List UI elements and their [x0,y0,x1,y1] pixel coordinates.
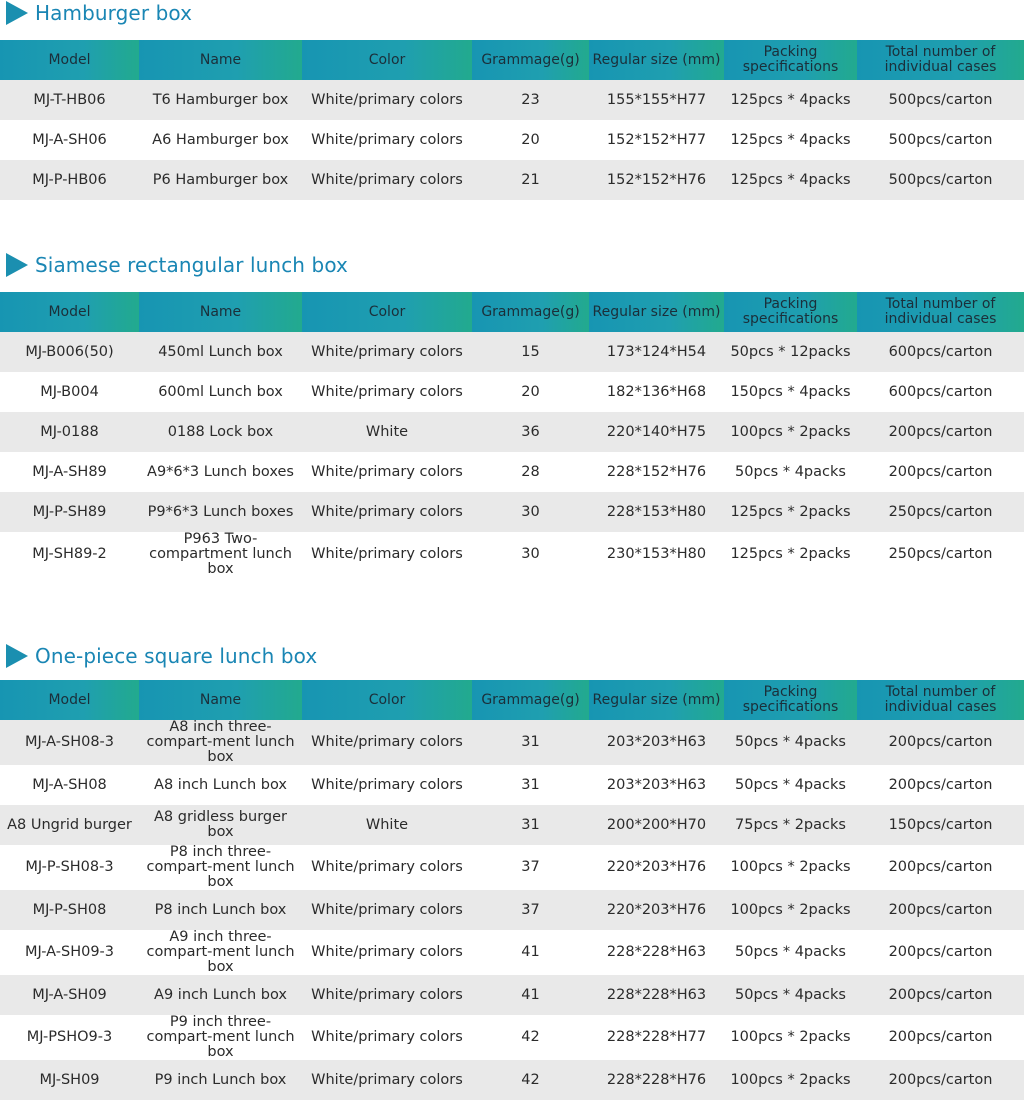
cell-color: White/primary colors [302,930,472,975]
column-header-color: Color [302,292,472,332]
cell-packing-spec: 50pcs * 4packs [724,452,857,492]
section-title [6,253,348,277]
column-header-regular-size: Regular size (mm) [589,292,724,332]
table-row [0,452,1024,492]
cell-total-cases: 500pcs/carton [857,120,1024,160]
cell-total-cases: 250pcs/carton [857,492,1024,532]
cell-regular-size: 155*155*H77 [589,80,724,120]
cell-total-cases: 200pcs/carton [857,845,1024,890]
cell-color: White/primary colors [302,532,472,577]
cell-packing-spec: 150pcs * 4packs [724,372,857,412]
cell-grammage: 42 [472,1060,589,1100]
cell-color: White/primary colors [302,975,472,1015]
cell-regular-size: 230*153*H80 [589,532,724,577]
table-row [0,930,1024,975]
cell-grammage: 23 [472,80,589,120]
cell-model: MJ-B004 [0,372,139,412]
spec-table [0,40,1024,200]
cell-model: MJ-T-HB06 [0,80,139,120]
cell-model: MJ-A-SH89 [0,452,139,492]
cell-name: P963 Two-compartment lunch box [139,532,302,577]
column-header-grammage: Grammage(g) [472,292,589,332]
table-row [0,332,1024,372]
cell-color: White/primary colors [302,890,472,930]
cell-packing-spec: 125pcs * 4packs [724,120,857,160]
column-header-total-cases: Total number of individual cases [857,292,1024,332]
cell-regular-size: 228*228*H63 [589,930,724,975]
table-row [0,492,1024,532]
cell-model: MJ-SH09 [0,1060,139,1100]
column-header-model: Model [0,680,139,720]
table-row [0,532,1024,577]
column-header-packing-spec: Packing specifications [724,680,857,720]
section-title [6,1,192,25]
triangle-right-icon [6,253,28,277]
cell-packing-spec: 100pcs * 2packs [724,1060,857,1100]
cell-regular-size: 228*152*H76 [589,452,724,492]
cell-color: White/primary colors [302,845,472,890]
cell-grammage: 42 [472,1015,589,1060]
cell-packing-spec: 100pcs * 2packs [724,845,857,890]
cell-model: MJ-P-SH08-3 [0,845,139,890]
cell-name: A8 gridless burger box [139,805,302,845]
table-row [0,805,1024,845]
cell-name: A6 Hamburger box [139,120,302,160]
cell-packing-spec: 125pcs * 2packs [724,492,857,532]
cell-grammage: 31 [472,765,589,805]
cell-packing-spec: 125pcs * 4packs [724,160,857,200]
cell-model: MJ-A-SH08 [0,765,139,805]
cell-model: MJ-0188 [0,412,139,452]
spec-table [0,292,1024,577]
cell-color: White/primary colors [302,492,472,532]
table-row [0,1015,1024,1060]
triangle-right-icon [6,644,28,668]
column-header-packing-spec: Packing specifications [724,40,857,80]
cell-color: White/primary colors [302,332,472,372]
cell-grammage: 28 [472,452,589,492]
cell-regular-size: 228*153*H80 [589,492,724,532]
table-row [0,120,1024,160]
cell-total-cases: 250pcs/carton [857,532,1024,577]
column-header-total-cases: Total number of individual cases [857,40,1024,80]
table-row [0,372,1024,412]
cell-model: MJ-A-SH08-3 [0,720,139,765]
cell-regular-size: 173*124*H54 [589,332,724,372]
cell-total-cases: 200pcs/carton [857,1060,1024,1100]
cell-packing-spec: 50pcs * 4packs [724,930,857,975]
table-row [0,80,1024,120]
cell-grammage: 41 [472,930,589,975]
cell-regular-size: 228*228*H77 [589,1015,724,1060]
column-header-name: Name [139,292,302,332]
cell-model: MJ-A-SH06 [0,120,139,160]
cell-color: White/primary colors [302,80,472,120]
cell-name: A9 inch three-compart-ment lunch box [139,930,302,975]
cell-regular-size: 203*203*H63 [589,720,724,765]
cell-model: MJ-PSHO9-3 [0,1015,139,1060]
cell-total-cases: 200pcs/carton [857,1015,1024,1060]
section-title-text: Siamese rectangular lunch box [35,253,348,277]
table-row [0,765,1024,805]
cell-packing-spec: 75pcs * 2packs [724,805,857,845]
cell-total-cases: 200pcs/carton [857,975,1024,1015]
cell-packing-spec: 50pcs * 12packs [724,332,857,372]
cell-regular-size: 152*152*H76 [589,160,724,200]
column-header-regular-size: Regular size (mm) [589,40,724,80]
cell-color: White/primary colors [302,720,472,765]
cell-regular-size: 182*136*H68 [589,372,724,412]
cell-regular-size: 203*203*H63 [589,765,724,805]
cell-name: P6 Hamburger box [139,160,302,200]
cell-color: White [302,412,472,452]
cell-model: A8 Ungrid burger [0,805,139,845]
table-row [0,975,1024,1015]
cell-total-cases: 200pcs/carton [857,412,1024,452]
cell-name: P8 inch three-compart-ment lunch box [139,845,302,890]
cell-model: MJ-B006(50) [0,332,139,372]
cell-regular-size: 220*203*H76 [589,890,724,930]
column-header-color: Color [302,680,472,720]
section-title [6,644,317,668]
column-header-packing-spec: Packing specifications [724,292,857,332]
column-header-model: Model [0,292,139,332]
cell-regular-size: 152*152*H77 [589,120,724,160]
cell-regular-size: 220*203*H76 [589,845,724,890]
table-row [0,845,1024,890]
column-header-grammage: Grammage(g) [472,40,589,80]
cell-name: A8 inch three-compart-ment lunch box [139,720,302,765]
cell-grammage: 31 [472,720,589,765]
cell-total-cases: 500pcs/carton [857,160,1024,200]
cell-grammage: 15 [472,332,589,372]
table-header-row [0,292,1024,332]
cell-packing-spec: 100pcs * 2packs [724,890,857,930]
cell-grammage: 36 [472,412,589,452]
cell-color: White/primary colors [302,120,472,160]
cell-grammage: 30 [472,492,589,532]
cell-packing-spec: 50pcs * 4packs [724,765,857,805]
triangle-right-icon [6,1,28,25]
cell-grammage: 41 [472,975,589,1015]
table-header-row [0,40,1024,80]
cell-model: MJ-A-SH09 [0,975,139,1015]
cell-color: White/primary colors [302,1015,472,1060]
cell-name: 0188 Lock box [139,412,302,452]
table-row [0,160,1024,200]
cell-model: MJ-P-SH08 [0,890,139,930]
cell-packing-spec: 100pcs * 2packs [724,412,857,452]
cell-color: White/primary colors [302,1060,472,1100]
cell-grammage: 37 [472,890,589,930]
cell-model: MJ-P-HB06 [0,160,139,200]
cell-color: White [302,805,472,845]
cell-name: A9 inch Lunch box [139,975,302,1015]
section-title-text: One-piece square lunch box [35,644,318,668]
cell-name: 450ml Lunch box [139,332,302,372]
cell-total-cases: 150pcs/carton [857,805,1024,845]
cell-regular-size: 220*140*H75 [589,412,724,452]
cell-name: A8 inch Lunch box [139,765,302,805]
column-header-name: Name [139,40,302,80]
section-title-text: Hamburger box [35,1,193,25]
table-header-row [0,680,1024,720]
cell-model: MJ-P-SH89 [0,492,139,532]
cell-grammage: 20 [472,120,589,160]
spec-table [0,680,1024,1100]
cell-total-cases: 200pcs/carton [857,765,1024,805]
table-row [0,720,1024,765]
cell-color: White/primary colors [302,160,472,200]
column-header-total-cases: Total number of individual cases [857,680,1024,720]
cell-regular-size: 228*228*H63 [589,975,724,1015]
cell-total-cases: 600pcs/carton [857,332,1024,372]
column-header-grammage: Grammage(g) [472,680,589,720]
cell-packing-spec: 125pcs * 4packs [724,80,857,120]
cell-total-cases: 500pcs/carton [857,80,1024,120]
cell-total-cases: 200pcs/carton [857,452,1024,492]
cell-color: White/primary colors [302,372,472,412]
table-row [0,412,1024,452]
cell-total-cases: 200pcs/carton [857,930,1024,975]
cell-grammage: 31 [472,805,589,845]
column-header-color: Color [302,40,472,80]
table-row [0,1060,1024,1100]
cell-packing-spec: 125pcs * 2packs [724,532,857,577]
cell-grammage: 20 [472,372,589,412]
cell-grammage: 30 [472,532,589,577]
cell-name: A9*6*3 Lunch boxes [139,452,302,492]
table-row [0,890,1024,930]
cell-color: White/primary colors [302,452,472,492]
cell-regular-size: 228*228*H76 [589,1060,724,1100]
column-header-model: Model [0,40,139,80]
cell-regular-size: 200*200*H70 [589,805,724,845]
cell-packing-spec: 100pcs * 2packs [724,1015,857,1060]
cell-packing-spec: 50pcs * 4packs [724,720,857,765]
cell-name: P9*6*3 Lunch boxes [139,492,302,532]
cell-model: MJ-SH89-2 [0,532,139,577]
cell-name: P9 inch Lunch box [139,1060,302,1100]
cell-name: 600ml Lunch box [139,372,302,412]
cell-model: MJ-A-SH09-3 [0,930,139,975]
cell-grammage: 21 [472,160,589,200]
cell-packing-spec: 50pcs * 4packs [724,975,857,1015]
cell-total-cases: 200pcs/carton [857,720,1024,765]
cell-name: P8 inch Lunch box [139,890,302,930]
cell-grammage: 37 [472,845,589,890]
cell-color: White/primary colors [302,765,472,805]
cell-name: P9 inch three-compart-ment lunch box [139,1015,302,1060]
cell-total-cases: 200pcs/carton [857,890,1024,930]
column-header-name: Name [139,680,302,720]
cell-total-cases: 600pcs/carton [857,372,1024,412]
cell-name: T6 Hamburger box [139,80,302,120]
column-header-regular-size: Regular size (mm) [589,680,724,720]
